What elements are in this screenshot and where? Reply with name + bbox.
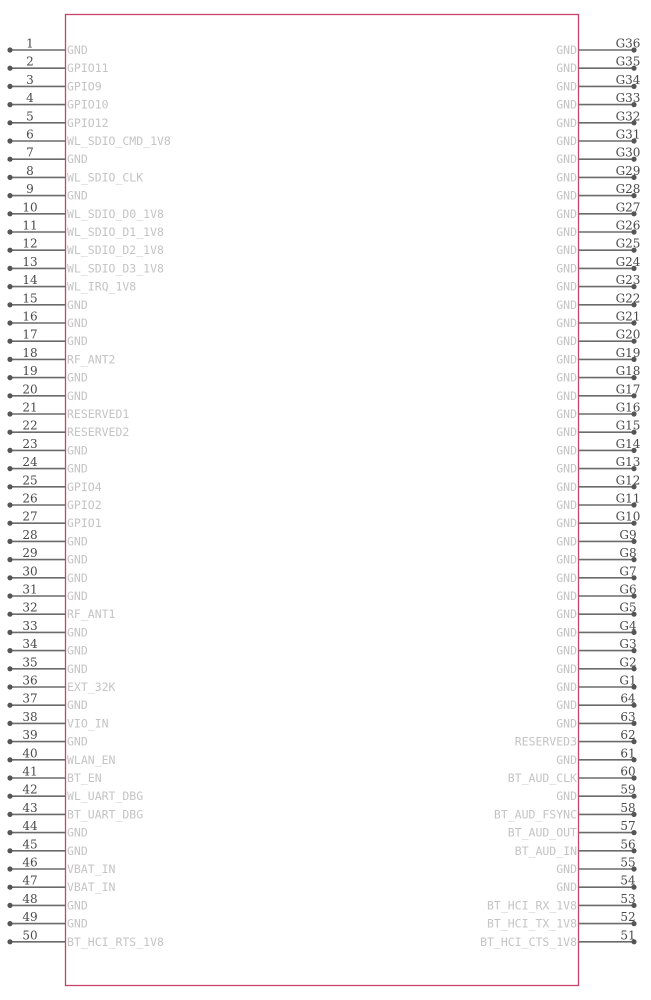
pin-endpoint-dot [7,812,12,817]
pin-number: 8 [26,163,34,178]
pin-number: 10 [22,200,38,215]
pin-name-label: WL_SDIO_D3_1V8 [67,261,164,276]
pin-name-label: GND [556,643,577,658]
pin-name-label: GND [67,916,88,931]
pin-number: G16 [615,400,641,415]
pin-name-label: GND [556,297,577,312]
pin-name-label: WL_SDIO_D0_1V8 [67,206,164,221]
pin-name-label: RESERVED3 [514,734,577,749]
pin-name-label: BT_HCI_CTS_1V8 [480,934,577,949]
pin-name-label: RF_ANT2 [67,352,116,367]
pin-28 [7,528,87,549]
pin-number: 45 [22,837,38,852]
pin-number: 32 [22,600,38,615]
pin-number: 14 [22,273,38,288]
pin-name-label: GPIO9 [67,79,102,94]
pin-2 [7,55,108,76]
pin-number: 23 [22,436,38,451]
pin-name-label: GND [556,680,577,694]
pin-endpoint-dot [7,648,12,653]
pin-name-label: GND [556,170,577,185]
pin-number: G4 [619,618,637,633]
pin-name-label: BT_AUD_IN [514,843,577,858]
pin-number: G11 [615,491,641,506]
pin-number: 42 [22,782,38,797]
pin-name-label: GND [556,188,577,203]
pin-5 [7,109,108,130]
pin-number: 19 [22,364,38,379]
pin-name-label: GND [556,134,577,148]
pin-endpoint-dot [7,411,12,416]
pin-53 [487,892,637,913]
pin-endpoint-dot [7,775,12,780]
pin-60 [508,765,637,786]
pin-number: G23 [615,273,641,288]
pin-endpoint-dot [7,393,12,398]
pin-endpoint-dot [7,266,12,271]
pin-19 [7,364,87,385]
right-pin-group [480,37,641,949]
pin-name-label: WLAN_EN [67,752,116,767]
pin-name-label: GND [556,479,577,494]
pin-endpoint-dot [7,684,12,689]
pin-number: G13 [615,455,641,470]
pin-number: G36 [615,36,641,51]
pin-39 [7,728,87,749]
pin-56 [515,837,637,858]
pin-name-label: GND [556,261,577,276]
pin-number: 25 [22,473,38,488]
pin-number: 39 [22,728,38,743]
pin-name-label: GND [67,188,88,203]
pin-name-label: VIO_IN [67,716,109,731]
pin-number: 24 [22,455,38,470]
pin-name-label: GND [556,370,577,385]
pin-name-label: WL_IRQ_1V8 [67,279,137,294]
pin-name-label: GND [556,880,577,895]
pin-3 [7,73,101,94]
pin-number: 11 [22,218,38,233]
pin-endpoint-dot [7,885,12,890]
pin-number: 64 [620,691,636,706]
pin-52 [487,910,637,931]
pin-number: 48 [22,891,38,906]
pin-number: G5 [619,600,637,615]
pin-name-label: GND [67,589,88,603]
pin-name-label: BT_AUD_CLK [507,771,577,785]
pin-name-label: GND [556,206,577,221]
pin-7 [7,146,87,167]
pin-endpoint-dot [7,757,12,762]
pin-name-label: EXT_32K [67,680,116,694]
pin-number: G8 [619,546,637,561]
pin-endpoint-dot [7,666,12,671]
pin-number: 28 [22,527,38,542]
pin-name-label: GND [67,334,88,349]
pin-number: 49 [22,910,38,925]
pin-34 [7,637,87,658]
pin-4 [7,91,108,112]
pin-endpoint-dot [7,211,12,216]
pin-name-label: GND [556,498,577,512]
pin-name-label: GND [556,225,577,239]
pin-number: G12 [615,473,641,488]
pin-number: G34 [615,72,641,87]
pin-name-label: GND [67,370,88,385]
pin-number: 22 [22,418,38,433]
pin-23 [7,437,87,458]
pin-endpoint-dot [7,375,12,380]
pin-number: G2 [619,655,637,670]
pin-number: 56 [620,837,636,852]
pin-number: 13 [22,254,38,269]
pin-name-label: BT_UART_DBG [67,807,144,822]
pin-number: 35 [22,655,38,670]
pin-number: 43 [22,800,38,815]
pin-name-label: GND [67,625,88,640]
pin-endpoint-dot [7,157,12,162]
pin-58 [494,801,637,822]
pin-name-label: GND [67,152,88,167]
pin-name-label: GND [67,297,88,312]
pin-name-label: GND [67,643,88,658]
pin-name-label: GND [556,407,577,421]
component-body [66,15,579,986]
pin-name-label: GND [556,334,577,349]
pin-endpoint-dot [7,175,12,180]
pin-name-label: GND [67,534,88,549]
pin-endpoint-dot [7,703,12,708]
pin-9 [7,182,87,203]
pin-name-label: RF_ANT1 [67,607,116,622]
left-pin-group [7,37,171,949]
pin-number: 41 [22,764,38,779]
pin-number: G30 [615,145,641,160]
pin-name-label: GND [556,61,577,76]
pin-62 [515,728,637,749]
pin-number: 62 [620,728,636,743]
pin-number: G28 [615,182,641,197]
pin-name-label: GND [556,152,577,167]
pin-number: 38 [22,709,38,724]
pin-number: G25 [615,236,641,251]
pin-endpoint-dot [7,557,12,562]
pin-name-label: GND [67,661,88,676]
pin-name-label: GND [556,607,577,622]
pin-number: G31 [615,127,641,142]
pin-49 [7,910,87,931]
pin-number: G32 [615,109,641,124]
pin-number: 7 [26,145,34,160]
pin-name-label: GND [556,570,577,585]
pin-number: 44 [22,819,38,834]
pin-number: 54 [620,873,636,888]
pin-endpoint-dot [7,320,12,325]
pin-name-label: GND [67,43,88,57]
pin-endpoint-dot [7,630,12,635]
pin-name-label: VBAT_IN [67,880,116,895]
pin-number: G7 [619,564,637,579]
pin-endpoint-dot [7,357,12,362]
pin-number: 50 [22,928,38,943]
pin-endpoint-dot [7,903,12,908]
pin-endpoint-dot [7,575,12,580]
pin-endpoint-dot [7,339,12,344]
pin-name-label: GPIO11 [67,61,109,76]
pin-endpoint-dot [7,248,12,253]
pin-number: 27 [22,509,38,524]
pin-endpoint-dot [7,84,12,89]
pin-45 [7,837,87,858]
pin-number: 36 [22,673,38,688]
pin-name-label: GND [556,243,577,258]
pin-57 [508,819,637,840]
pin-number: G3 [619,637,637,652]
pin-endpoint-dot [7,830,12,835]
pin-number: 47 [22,873,38,888]
pin-number: 26 [22,491,38,506]
pin-name-label: RESERVED1 [67,407,130,421]
pin-name-label: GND [556,425,577,440]
pin-endpoint-dot [7,229,12,234]
pin-endpoint-dot [7,102,12,107]
pin-endpoint-dot [7,721,12,726]
pin-number: 2 [26,54,34,69]
pin-number: 3 [26,72,34,87]
pin-endpoint-dot [7,302,12,307]
pin-endpoint-dot [7,848,12,853]
pin-name-label: WL_UART_DBG [67,789,144,804]
pin-16 [7,310,87,331]
pin-number: 15 [22,291,38,306]
pin-endpoint-dot [7,466,12,471]
pin-number: 30 [22,564,38,579]
pin-number: 18 [22,345,38,360]
pin-name-label: GND [556,316,577,330]
pin-number: 57 [620,819,636,834]
pin-name-label: GPIO2 [67,498,102,512]
pin-number: 4 [26,91,34,106]
pin-name-label: GND [556,461,577,476]
pin-number: 40 [22,746,38,761]
pin-name-label: GPIO1 [67,516,102,531]
pin-endpoint-dot [7,739,12,744]
pin-name-label: GND [67,898,88,913]
pin-number: 51 [620,928,636,943]
pin-endpoint-dot [7,593,12,598]
pin-endpoint-dot [7,120,12,125]
pin-50 [7,928,164,949]
pin-number: G18 [615,364,641,379]
pin-number: 52 [620,910,636,925]
pin-endpoint-dot [7,939,12,944]
pin-endpoint-dot [7,866,12,871]
pin-1 [7,37,87,58]
pin-endpoint-dot [7,612,12,617]
pin-name-label: GND [67,734,88,749]
pin-name-label: GND [556,716,577,731]
pin-51 [480,928,637,949]
pin-name-label: GND [67,552,88,567]
pin-number: 63 [620,709,636,724]
pin-name-label: VBAT_IN [67,862,116,876]
pin-name-label: BT_AUD_FSYNC [493,807,577,822]
pin-name-label: GND [556,789,577,804]
pin-endpoint-dot [7,921,12,926]
pin-number: 58 [620,800,636,815]
pin-number: G1 [619,673,637,688]
pin-name-label: GND [556,115,577,130]
pin-number: 61 [620,746,636,761]
pin-name-label: GPIO10 [67,97,109,112]
pin-number: G17 [615,382,641,397]
pin-number: 21 [22,400,38,415]
pin-number: 1 [26,36,34,51]
pin-name-label: GND [67,316,88,330]
pin-number: 34 [22,637,38,652]
pin-name-label: BT_AUD_OUT [507,825,577,840]
pin-number: 53 [620,891,636,906]
pin-29 [7,546,87,567]
pin-number: 60 [620,764,636,779]
pin-name-label: WL_SDIO_D2_1V8 [67,243,164,258]
pin-endpoint-dot [7,193,12,198]
pin-endpoint-dot [7,502,12,507]
pin-number: G15 [615,418,641,433]
pin-name-label: BT_HCI_RX_1V8 [486,898,577,913]
pin-44 [7,819,87,840]
pin-name-label: GND [67,461,88,476]
pin-number: G33 [615,91,641,106]
pin-endpoint-dot [7,539,12,544]
pin-31 [7,583,87,604]
pin-number: G20 [615,327,641,342]
pin-number: G9 [619,527,637,542]
pin-name-label: GND [556,352,577,367]
pin-name-label: GND [556,661,577,676]
pin-name-label: GND [67,388,88,403]
pin-name-label: WL_SDIO_CLK [67,170,144,185]
pin-number: G27 [615,200,641,215]
pin-name-label: GPIO4 [67,479,102,494]
pin-number: 55 [620,855,636,870]
pin-name-label: GND [67,570,88,585]
pin-name-label: GPIO12 [67,115,109,130]
pin-name-label: GND [556,443,577,458]
pin-name-label: GND [556,388,577,403]
pin-name-label: GND [556,97,577,112]
pin-number: 6 [26,127,34,142]
pin-number: 9 [26,182,34,197]
pin-name-label: GND [556,534,577,549]
pin-name-label: GND [556,552,577,567]
pin-name-label: GND [556,752,577,767]
pin-number: G21 [615,309,641,324]
pin-number: 29 [22,546,38,561]
pin-name-label: GND [556,79,577,94]
pin-name-label: GND [556,516,577,531]
pin-name-label: BT_EN [67,771,102,785]
pin-endpoint-dot [7,138,12,143]
pin-name-label: GND [556,589,577,603]
pin-name-label: GND [67,443,88,458]
pin-endpoint-dot [7,284,12,289]
pin-35 [7,655,87,676]
pin-endpoint-dot [7,66,12,71]
pin-number: G14 [615,436,641,451]
pin-number: G26 [615,218,641,233]
pin-number: 59 [620,782,636,797]
pin-name-label: BT_HCI_RTS_1V8 [67,934,164,949]
pin-name-label: GND [67,825,88,840]
pin-number: G29 [615,163,641,178]
pin-name-label: GND [556,279,577,294]
pin-number: 46 [22,855,38,870]
pin-number: 20 [22,382,38,397]
pin-number: G24 [615,254,641,269]
pin-48 [7,892,87,913]
pin-name-label: GND [556,698,577,713]
pin-30 [7,564,87,585]
pin-number: G19 [615,345,641,360]
pin-name-label: GND [556,625,577,640]
pin-24 [7,455,87,476]
pin-endpoint-dot [7,484,12,489]
pin-number: G10 [615,509,641,524]
pin-name-label: RESERVED2 [67,425,130,440]
pin-number: 37 [22,691,38,706]
pin-name-label: GND [556,862,577,876]
pin-number: 5 [26,109,34,124]
pin-number: 31 [22,582,38,597]
pin-endpoint-dot [7,521,12,526]
pin-37 [7,692,87,713]
pin-name-label: WL_SDIO_D1_1V8 [67,225,164,239]
pin-33 [7,619,87,640]
pin-name-label: GND [67,698,88,713]
pin-number: G35 [615,54,641,69]
pin-number: 33 [22,618,38,633]
pin-15 [7,291,87,312]
pin-number: 16 [22,309,38,324]
pin-name-label: BT_HCI_TX_1V8 [486,916,577,931]
pin-number: G6 [619,582,637,597]
pin-endpoint-dot [7,794,12,799]
pin-17 [7,328,87,349]
pin-name-label: WL_SDIO_CMD_1V8 [67,134,171,148]
pin-number: G22 [615,291,641,306]
pin-name-label: GND [67,843,88,858]
pin-number: 17 [22,327,38,342]
pin-endpoint-dot [7,448,12,453]
pin-name-label: GND [556,43,577,57]
pin-endpoint-dot [7,47,12,52]
pin-number: 12 [22,236,38,251]
pin-20 [7,382,87,403]
pin-endpoint-dot [7,430,12,435]
